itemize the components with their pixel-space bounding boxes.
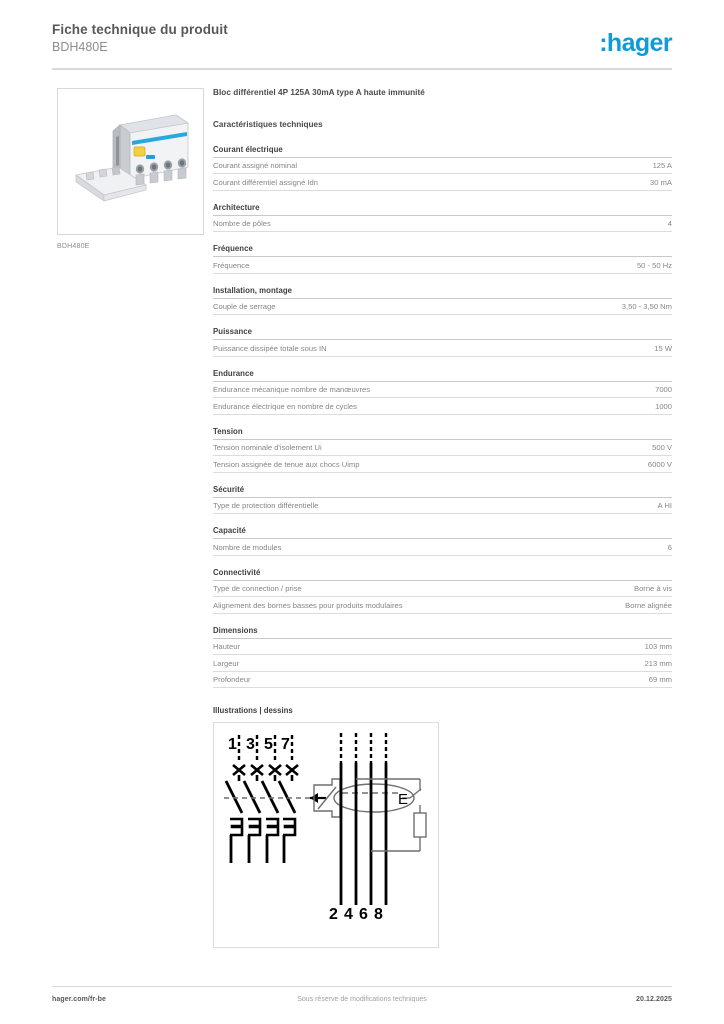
spec-value: Borne alignée: [625, 600, 672, 610]
terminal-label-5: 5: [264, 736, 273, 754]
spec-row: [213, 672, 672, 688]
terminal-label-3: 3: [246, 736, 255, 754]
specifications-heading: Caractéristiques techniques: [213, 120, 323, 129]
product-image-caption: BDH480E: [57, 243, 90, 250]
page-subtitle-product-ref: BDH480E: [52, 40, 108, 54]
footer-website[interactable]: hager.com/fr-be: [52, 996, 107, 1003]
spec-value: 30 mA: [650, 177, 672, 187]
spec-label: Courant assigné nominal: [213, 161, 298, 171]
terminal-label-7: 7: [281, 736, 290, 754]
spec-row: [213, 581, 672, 597]
spec-group: [213, 526, 672, 555]
spec-label: Endurance électrique en nombre de cycles: [213, 401, 357, 411]
spec-label: Tension assignée de tenue aux chocs Uimp: [213, 459, 360, 469]
spec-value: 213 mm: [644, 658, 672, 668]
product-name: Bloc différentiel 4P 125A 30mA type A haute immunité: [213, 88, 425, 97]
spec-group: [213, 485, 672, 514]
spec-group-title: Puissance: [213, 327, 672, 340]
product-image: [57, 88, 204, 235]
spec-row: [213, 655, 672, 671]
spec-value: 1000: [655, 401, 672, 411]
spec-row: [213, 299, 672, 315]
spec-group-title: Fréquence: [213, 244, 672, 257]
spec-row: [213, 398, 672, 414]
spec-group: [213, 626, 672, 688]
terminal-label-8: 8: [374, 906, 383, 924]
page-header: [52, 22, 672, 68]
wiring-diagram-graphic: [214, 723, 438, 947]
spec-label: Largeur: [213, 658, 240, 668]
spec-value: 7000: [655, 385, 672, 395]
spec-value: 3,50 - 3,50 Nm: [621, 302, 672, 312]
spec-row: [213, 257, 672, 273]
spec-value: 125 A: [652, 161, 672, 171]
illustrations-heading: Illustrations | dessins: [213, 706, 293, 716]
spec-label: Nombre de modules: [213, 542, 282, 552]
terminal-label-4: 4: [344, 906, 353, 924]
header-divider: [52, 68, 672, 70]
spec-group: [213, 244, 672, 273]
spec-row: [213, 440, 672, 456]
footer-divider: [52, 986, 672, 987]
spec-label: Tension nominale d'isolement Ui: [213, 443, 322, 453]
page-title: Fiche technique du produit: [52, 22, 228, 37]
product-photo-graphic: [58, 89, 203, 234]
datasheet-content: [213, 88, 672, 948]
spec-value: 6000 V: [647, 459, 672, 469]
spec-label: Fréquence: [213, 260, 250, 270]
spec-label: Type de protection différentielle: [213, 501, 319, 511]
spec-group-title: Architecture: [213, 203, 672, 216]
page-footer: [52, 996, 672, 1008]
spec-group: [213, 286, 672, 315]
wiring-diagram: [213, 722, 439, 948]
spec-row: [213, 174, 672, 190]
spec-label: Hauteur: [213, 642, 241, 652]
spec-group-title: Capacité: [213, 526, 672, 539]
spec-row: [213, 340, 672, 356]
footer-disclaimer: Sous réserve de modifications techniques: [297, 996, 427, 1003]
spec-group: [213, 568, 672, 614]
spec-group-title: Endurance: [213, 369, 672, 382]
terminal-label-2: 2: [329, 906, 338, 924]
spec-row: [213, 158, 672, 174]
spec-group: [213, 145, 672, 191]
test-button-label: E: [398, 791, 409, 809]
terminal-label-1: 1: [228, 736, 237, 754]
spec-value: 103 mm: [644, 642, 672, 652]
spec-value: Borne à vis: [634, 584, 672, 594]
spec-group-title: Courant électrique: [213, 145, 672, 158]
spec-value: A HI: [657, 501, 672, 511]
spec-group: [213, 369, 672, 415]
spec-label: Alignement des bornes basses pour produits modulaires: [213, 600, 403, 610]
spec-row: [213, 639, 672, 655]
spec-group: [213, 327, 672, 356]
spec-label: Type de connection / prise: [213, 584, 302, 594]
spec-row: [213, 539, 672, 555]
spec-label: Courant différentiel assigné Idn: [213, 177, 318, 187]
spec-value: 4: [667, 219, 672, 229]
spec-label: Nombre de pôles: [213, 219, 271, 229]
spec-row: [213, 216, 672, 232]
specifications-table: [213, 145, 672, 688]
spec-group-title: Sécurité: [213, 485, 672, 498]
terminal-label-6: 6: [359, 906, 368, 924]
spec-row: [213, 456, 672, 472]
spec-label: Profondeur: [213, 675, 251, 685]
spec-value: 15 W: [654, 343, 672, 353]
spec-row: [213, 597, 672, 613]
spec-group: [213, 203, 672, 232]
spec-row: [213, 498, 672, 514]
spec-row: [213, 382, 672, 398]
spec-group: [213, 427, 672, 473]
spec-group-title: Tension: [213, 427, 672, 440]
spec-group-title: Dimensions: [213, 626, 672, 639]
spec-value: 50 - 50 Hz: [636, 260, 672, 270]
spec-label: Couple de serrage: [213, 302, 276, 312]
spec-group-title: Connectivité: [213, 568, 672, 581]
hager-logo: :hager: [599, 29, 672, 57]
footer-date: 20.12.2025: [635, 996, 672, 1003]
spec-value: 6: [667, 542, 672, 552]
spec-group-title: Installation, montage: [213, 286, 672, 299]
spec-label: Puissance dissipée totale sous IN: [213, 343, 327, 353]
spec-label: Endurance mécanique nombre de manœuvres: [213, 385, 371, 395]
spec-value: 69 mm: [648, 675, 672, 685]
spec-value: 500 V: [652, 443, 672, 453]
